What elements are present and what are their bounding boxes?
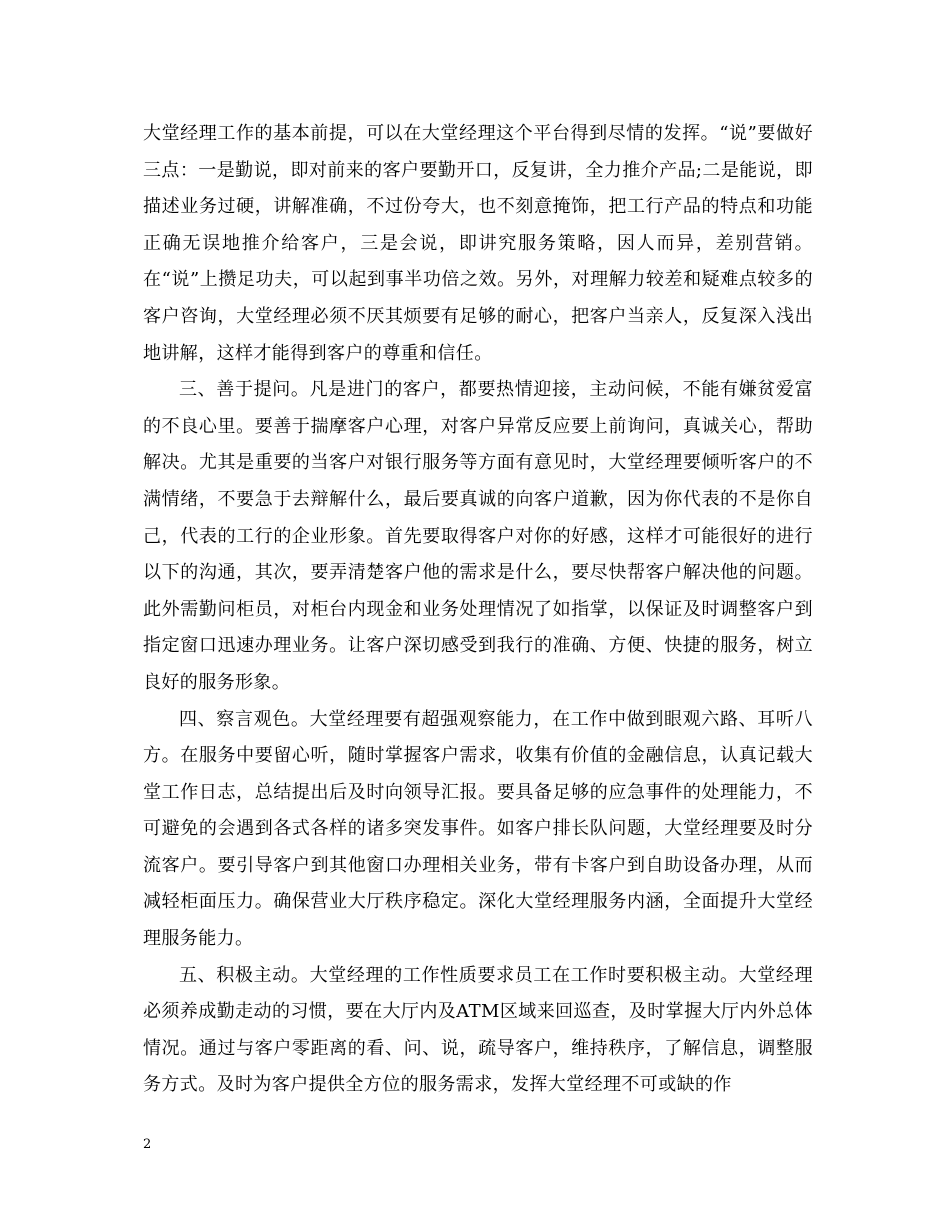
paragraph-observation: 四、察言观色。大堂经理要有超强观察能力，在工作中做到眼观六路、耳听八方。在服务中要留心听，随时掌握客户需求，收集有价值的金融信息，认真记载大堂工作日志，总结提出后及时向领导汇报。要具备足够的应急事件的处理能力，不可避免的会遇到各式各样的诸多突发事件。如客户排长队问题，大堂经理要及时分流客户。要引导客户到其他窗口办理相关业务，带有卡客户到自助设备办理，从而减轻柜面压力。确保营业大厅秩序稳定。深化大堂经理服务内涵，全面提升大堂经理服务能力。 <box>143 708 813 950</box>
page-number: 2 <box>143 1137 152 1152</box>
document-body <box>143 116 813 1104</box>
paragraph-good-at-asking: 三、善于提问。凡是进门的客户，都要热情迎接，主动问候，不能有嫌贫爱富的不良心里。要善于揣摩客户心理，对客户异常反应要上前询问，真诚关心，帮助解决。尤其是重要的当客户对银行服务等方面有意见时，大堂经理要倾听客户的不满情绪，不要急于去辩解什么，最后要真诚的向客户道歉，因为你代表的不是你自己，代表的工行的企业形象。首先要取得客户对你的好感，这样才可能很好的进行以下的沟通，其次，要弄清楚客户他的需求是什么，要尽快帮客户解决他的问题。此外需勤问柜员，对柜台内现金和业务处理情况了如指掌，以保证及时调整客户到指定窗口迅速办理业务。让客户深切感受到我行的准确、方便、快捷的服务，树立良好的服务形象。 <box>143 379 813 693</box>
paragraph-proactive: 五、积极主动。大堂经理的工作性质要求员工在工作时要积极主动。大堂经理必须养成勤走动的习惯，要在大厅内及ATM区域来回巡查，及时掌握大厅内外总体情况。通过与客户零距离的看、问、说，疏导客户，维持秩序，了解信息，调整服务方式。及时为客户提供全方位的服务需求，发挥大堂经理不可或缺的作 <box>143 964 813 1096</box>
paragraph-speaking-skills: 大堂经理工作的基本前提，可以在大堂经理这个平台得到尽情的发挥。“说”要做好三点：一是勤说，即对前来的客户要勤开口，反复讲，全力推介产品;二是能说，即描述业务过硬，讲解准确，不过份夸大，也不刻意掩饰，把工行产品的特点和功能正确无误地推介给客户，三是会说，即讲究服务策略，因人而异，差别营销。在“说”上攒足功夫，可以起到事半功倍之效。另外，对理解力较差和疑难点较多的客户咨询，大堂经理必须不厌其烦要有足够的耐心，把客户当亲人，反复深入浅出地讲解，这样才能得到客户的尊重和信任。 <box>143 123 813 364</box>
